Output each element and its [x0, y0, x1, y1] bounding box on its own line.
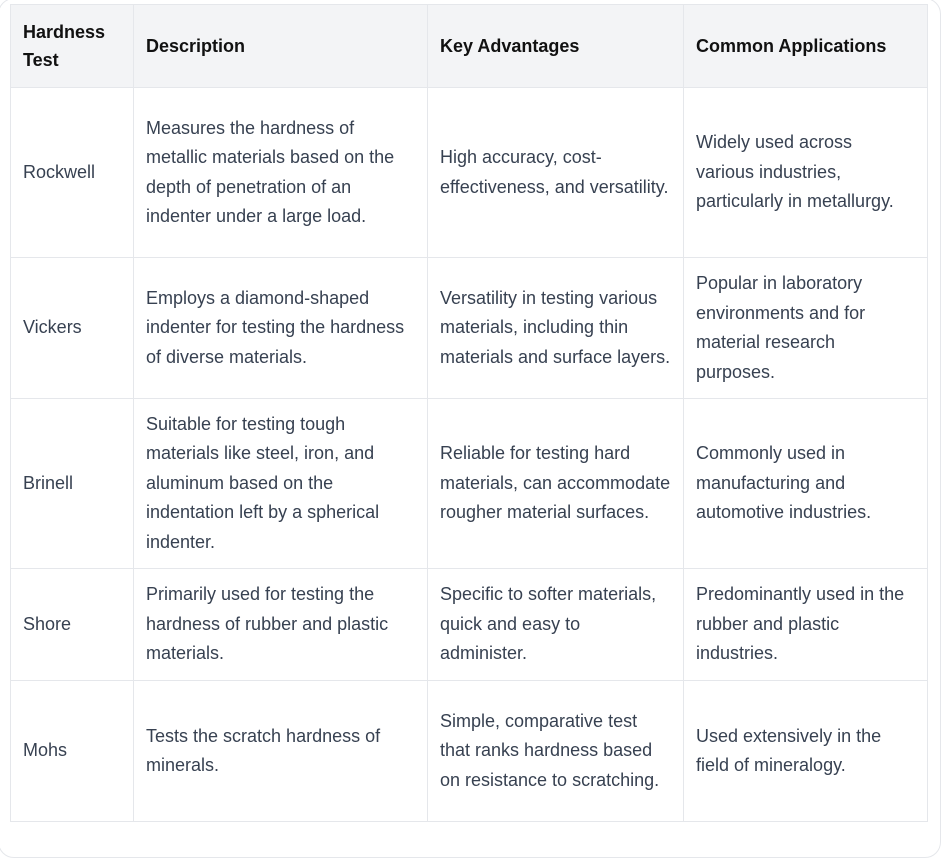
table-row [11, 681, 928, 822]
table-row [11, 569, 928, 681]
cell-applications: Commonly used in manufacturing and automotive industries. [684, 399, 928, 569]
hardness-tests-table-container [10, 4, 927, 822]
header-description: Description [134, 5, 428, 88]
cell-test-name: Shore [11, 569, 134, 681]
cell-description: Primarily used for testing the hardness of rubber and plastic materials. [134, 569, 428, 681]
cell-advantages: High accuracy, cost-effectiveness, and versatility. [428, 88, 684, 258]
cell-advantages: Specific to softer materials, quick and easy to administer. [428, 569, 684, 681]
cell-test-name: Vickers [11, 258, 134, 399]
table-row [11, 258, 928, 399]
cell-test-name: Mohs [11, 681, 134, 822]
table-row [11, 88, 928, 258]
cell-applications: Used extensively in the field of mineralogy. [684, 681, 928, 822]
cell-advantages: Versatility in testing various materials, including thin materials and surface layers. [428, 258, 684, 399]
hardness-tests-table [10, 4, 928, 822]
header-common-applications: Common Applications [684, 5, 928, 88]
header-key-advantages: Key Advantages [428, 5, 684, 88]
cell-description: Tests the scratch hardness of minerals. [134, 681, 428, 822]
cell-test-name: Rockwell [11, 88, 134, 258]
cell-test-name: Brinell [11, 399, 134, 569]
header-hardness-test: Hardness Test [11, 5, 134, 88]
cell-description: Employs a diamond-shaped indenter for testing the hardness of diverse materials. [134, 258, 428, 399]
cell-advantages: Reliable for testing hard materials, can accommodate rougher material surfaces. [428, 399, 684, 569]
table-row [11, 399, 928, 569]
cell-description: Measures the hardness of metallic materials based on the depth of penetration of an indenter under a large load. [134, 88, 428, 258]
cell-applications: Widely used across various industries, particularly in metallurgy. [684, 88, 928, 258]
table-header-row [11, 5, 928, 88]
cell-description: Suitable for testing tough materials like steel, iron, and aluminum based on the indentation left by a spherical indenter. [134, 399, 428, 569]
cell-applications: Popular in laboratory environments and for material research purposes. [684, 258, 928, 399]
cell-advantages: Simple, comparative test that ranks hardness based on resistance to scratching. [428, 681, 684, 822]
cell-applications: Predominantly used in the rubber and plastic industries. [684, 569, 928, 681]
